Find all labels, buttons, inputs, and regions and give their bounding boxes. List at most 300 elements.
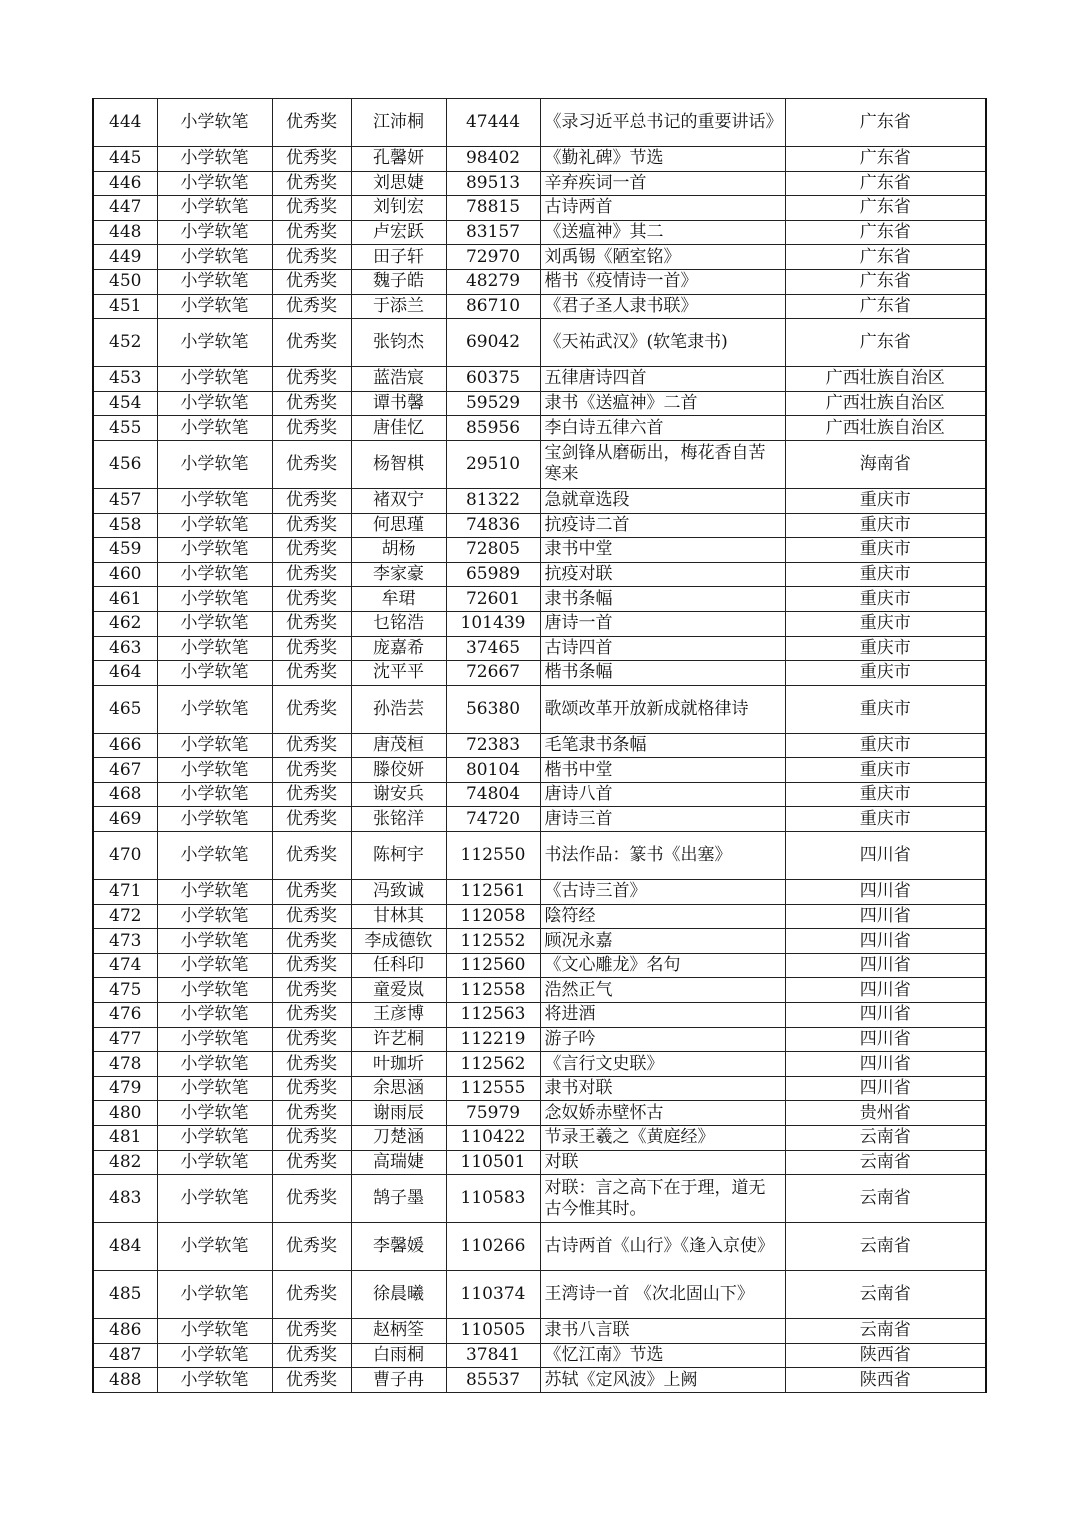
cell-region: 四川省 <box>785 1076 986 1101</box>
cell-award: 优秀奖 <box>272 904 351 929</box>
table-row <box>93 1076 986 1101</box>
cell-category: 小学软笔 <box>157 196 272 221</box>
cell-award: 优秀奖 <box>272 1368 351 1393</box>
cell-region: 重庆市 <box>785 661 986 686</box>
cell-work-title: 刘禹锡《陋室铭》 <box>540 245 785 270</box>
cell-region: 广东省 <box>785 245 986 270</box>
cell-number: 476 <box>93 1003 157 1028</box>
cell-id: 89513 <box>446 171 540 196</box>
cell-category: 小学软笔 <box>157 1150 272 1175</box>
cell-work-title: 古诗两首 <box>540 196 785 221</box>
cell-category: 小学软笔 <box>157 1271 272 1319</box>
cell-name: 李成德钦 <box>351 929 446 954</box>
cell-name: 唐佳忆 <box>351 416 446 441</box>
cell-region: 四川省 <box>785 953 986 978</box>
cell-id: 56380 <box>446 685 540 733</box>
cell-id: 112562 <box>446 1052 540 1077</box>
cell-name: 卢宏跃 <box>351 220 446 245</box>
cell-name: 田子轩 <box>351 245 446 270</box>
cell-award: 优秀奖 <box>272 1223 351 1271</box>
cell-name: 赵柄筌 <box>351 1319 446 1344</box>
cell-award: 优秀奖 <box>272 611 351 636</box>
cell-work-title: 古诗四首 <box>540 636 785 661</box>
cell-award: 优秀奖 <box>272 1175 351 1223</box>
cell-work-title: 对联 <box>540 1150 785 1175</box>
cell-work-title: 王湾诗一首 《次北固山下》 <box>540 1271 785 1319</box>
table-row <box>93 1150 986 1175</box>
cell-category: 小学软笔 <box>157 904 272 929</box>
cell-work-title: 《天祐武汉》(软笔隶书) <box>540 319 785 367</box>
cell-number: 465 <box>93 685 157 733</box>
table-row <box>93 440 986 488</box>
cell-award: 优秀奖 <box>272 319 351 367</box>
cell-name: 孔馨妍 <box>351 147 446 172</box>
cell-work-title: 《古诗三首》 <box>540 880 785 905</box>
cell-id: 83157 <box>446 220 540 245</box>
cell-name: 许艺桐 <box>351 1027 446 1052</box>
cell-id: 80104 <box>446 758 540 783</box>
cell-work-title: 抗疫对联 <box>540 562 785 587</box>
table-row <box>93 367 986 392</box>
cell-category: 小学软笔 <box>157 513 272 538</box>
cell-region: 云南省 <box>785 1223 986 1271</box>
cell-work-title: 隶书条幅 <box>540 587 785 612</box>
cell-region: 重庆市 <box>785 488 986 513</box>
cell-name: 余思涵 <box>351 1076 446 1101</box>
cell-number: 448 <box>93 220 157 245</box>
cell-category: 小学软笔 <box>157 171 272 196</box>
cell-id: 110505 <box>446 1319 540 1344</box>
cell-category: 小学软笔 <box>157 685 272 733</box>
cell-number: 464 <box>93 661 157 686</box>
cell-id: 72383 <box>446 733 540 758</box>
cell-work-title: 宝剑锋从磨砺出，梅花香自苦寒来 <box>540 440 785 488</box>
cell-category: 小学软笔 <box>157 880 272 905</box>
table-row <box>93 1271 986 1319</box>
cell-id: 48279 <box>446 269 540 294</box>
cell-award: 优秀奖 <box>272 1271 351 1319</box>
cell-region: 广东省 <box>785 99 986 147</box>
cell-region: 重庆市 <box>785 782 986 807</box>
cell-region: 海南省 <box>785 440 986 488</box>
cell-number: 470 <box>93 832 157 880</box>
table-row <box>93 661 986 686</box>
table-row <box>93 1368 986 1393</box>
cell-number: 486 <box>93 1319 157 1344</box>
award-list-table <box>92 98 987 1393</box>
cell-name: 高瑞婕 <box>351 1150 446 1175</box>
cell-number: 462 <box>93 611 157 636</box>
cell-award: 优秀奖 <box>272 636 351 661</box>
table-row <box>93 319 986 367</box>
cell-region: 四川省 <box>785 1052 986 1077</box>
cell-region: 重庆市 <box>785 758 986 783</box>
cell-award: 优秀奖 <box>272 196 351 221</box>
cell-id: 112558 <box>446 978 540 1003</box>
table-row <box>93 488 986 513</box>
cell-id: 78815 <box>446 196 540 221</box>
table-row <box>93 147 986 172</box>
cell-category: 小学软笔 <box>157 587 272 612</box>
cell-number: 485 <box>93 1271 157 1319</box>
cell-name: 谭书馨 <box>351 391 446 416</box>
cell-id: 112550 <box>446 832 540 880</box>
cell-work-title: 隶书对联 <box>540 1076 785 1101</box>
cell-work-title: 念奴娇赤壁怀古 <box>540 1101 785 1126</box>
cell-award: 优秀奖 <box>272 294 351 319</box>
cell-region: 重庆市 <box>785 733 986 758</box>
cell-name: 李家豪 <box>351 562 446 587</box>
table-row <box>93 880 986 905</box>
cell-number: 456 <box>93 440 157 488</box>
cell-name: 孙浩芸 <box>351 685 446 733</box>
cell-region: 陕西省 <box>785 1368 986 1393</box>
cell-work-title: 楷书条幅 <box>540 661 785 686</box>
cell-category: 小学软笔 <box>157 1319 272 1344</box>
cell-category: 小学软笔 <box>157 661 272 686</box>
cell-work-title: 隶书中堂 <box>540 538 785 563</box>
cell-id: 112561 <box>446 880 540 905</box>
cell-id: 72805 <box>446 538 540 563</box>
cell-number: 461 <box>93 587 157 612</box>
cell-region: 云南省 <box>785 1150 986 1175</box>
table-row <box>93 1027 986 1052</box>
cell-region: 云南省 <box>785 1175 986 1223</box>
cell-name: 魏子皓 <box>351 269 446 294</box>
cell-category: 小学软笔 <box>157 1126 272 1151</box>
cell-category: 小学软笔 <box>157 1368 272 1393</box>
cell-award: 优秀奖 <box>272 488 351 513</box>
table-row <box>93 538 986 563</box>
cell-work-title: 辛弃疾词一首 <box>540 171 785 196</box>
cell-region: 陕西省 <box>785 1343 986 1368</box>
table-row <box>93 1319 986 1344</box>
cell-name: 谢雨辰 <box>351 1101 446 1126</box>
cell-number: 475 <box>93 978 157 1003</box>
cell-number: 452 <box>93 319 157 367</box>
cell-category: 小学软笔 <box>157 440 272 488</box>
table-row <box>93 758 986 783</box>
cell-work-title: 楷书《疫情诗一首》 <box>540 269 785 294</box>
cell-id: 112563 <box>446 1003 540 1028</box>
cell-id: 29510 <box>446 440 540 488</box>
cell-number: 459 <box>93 538 157 563</box>
cell-region: 重庆市 <box>785 587 986 612</box>
cell-name: 李馨媛 <box>351 1223 446 1271</box>
cell-id: 72601 <box>446 587 540 612</box>
cell-category: 小学软笔 <box>157 929 272 954</box>
cell-work-title: 隶书八言联 <box>540 1319 785 1344</box>
cell-id: 101439 <box>446 611 540 636</box>
cell-region: 广东省 <box>785 147 986 172</box>
cell-number: 483 <box>93 1175 157 1223</box>
table-row <box>93 733 986 758</box>
cell-work-title: 李白诗五律六首 <box>540 416 785 441</box>
cell-region: 云南省 <box>785 1271 986 1319</box>
cell-number: 474 <box>93 953 157 978</box>
cell-category: 小学软笔 <box>157 953 272 978</box>
cell-number: 473 <box>93 929 157 954</box>
cell-award: 优秀奖 <box>272 99 351 147</box>
cell-region: 广东省 <box>785 294 986 319</box>
cell-work-title: 对联：言之高下在于理，道无古今惟其时。 <box>540 1175 785 1223</box>
cell-award: 优秀奖 <box>272 1101 351 1126</box>
cell-number: 487 <box>93 1343 157 1368</box>
cell-award: 优秀奖 <box>272 1126 351 1151</box>
cell-award: 优秀奖 <box>272 929 351 954</box>
cell-number: 484 <box>93 1223 157 1271</box>
table-row <box>93 953 986 978</box>
cell-work-title: 《忆江南》节选 <box>540 1343 785 1368</box>
cell-work-title: 隶书《送瘟神》二首 <box>540 391 785 416</box>
cell-id: 86710 <box>446 294 540 319</box>
table-row <box>93 978 986 1003</box>
cell-category: 小学软笔 <box>157 294 272 319</box>
cell-work-title: 《文心雕龙》名句 <box>540 953 785 978</box>
cell-category: 小学软笔 <box>157 1175 272 1223</box>
cell-name: 杨智棋 <box>351 440 446 488</box>
cell-id: 74720 <box>446 807 540 832</box>
cell-name: 胡杨 <box>351 538 446 563</box>
cell-name: 任科印 <box>351 953 446 978</box>
cell-work-title: 《录习近平总书记的重要讲话》 <box>540 99 785 147</box>
cell-work-title: 古诗两首《山行》《逢入京使》 <box>540 1223 785 1271</box>
cell-award: 优秀奖 <box>272 832 351 880</box>
cell-region: 四川省 <box>785 880 986 905</box>
cell-number: 451 <box>93 294 157 319</box>
table-row <box>93 171 986 196</box>
cell-region: 重庆市 <box>785 538 986 563</box>
cell-number: 471 <box>93 880 157 905</box>
table-row <box>93 294 986 319</box>
cell-category: 小学软笔 <box>157 147 272 172</box>
cell-id: 112219 <box>446 1027 540 1052</box>
cell-name: 江沛桐 <box>351 99 446 147</box>
cell-work-title: 毛笔隶书条幅 <box>540 733 785 758</box>
cell-name: 庞嘉希 <box>351 636 446 661</box>
cell-award: 优秀奖 <box>272 171 351 196</box>
cell-region: 广西壮族自治区 <box>785 367 986 392</box>
cell-award: 优秀奖 <box>272 733 351 758</box>
cell-number: 447 <box>93 196 157 221</box>
cell-award: 优秀奖 <box>272 587 351 612</box>
table-row <box>93 1343 986 1368</box>
cell-region: 广西壮族自治区 <box>785 391 986 416</box>
cell-award: 优秀奖 <box>272 245 351 270</box>
cell-id: 75979 <box>446 1101 540 1126</box>
table-row <box>93 196 986 221</box>
cell-name: 徐晨曦 <box>351 1271 446 1319</box>
cell-number: 446 <box>93 171 157 196</box>
cell-category: 小学软笔 <box>157 319 272 367</box>
cell-region: 四川省 <box>785 1003 986 1028</box>
cell-work-title: 楷书中堂 <box>540 758 785 783</box>
table-row <box>93 685 986 733</box>
cell-number: 472 <box>93 904 157 929</box>
table-row <box>93 1101 986 1126</box>
cell-id: 69042 <box>446 319 540 367</box>
cell-work-title: 苏轼《定风波》上阙 <box>540 1368 785 1393</box>
cell-region: 广东省 <box>785 319 986 367</box>
cell-name: 叶珈圻 <box>351 1052 446 1077</box>
cell-category: 小学软笔 <box>157 1027 272 1052</box>
cell-number: 488 <box>93 1368 157 1393</box>
cell-award: 优秀奖 <box>272 880 351 905</box>
cell-id: 110583 <box>446 1175 540 1223</box>
table-row <box>93 929 986 954</box>
cell-id: 47444 <box>446 99 540 147</box>
cell-category: 小学软笔 <box>157 1343 272 1368</box>
cell-category: 小学软笔 <box>157 1003 272 1028</box>
cell-category: 小学软笔 <box>157 1223 272 1271</box>
cell-award: 优秀奖 <box>272 562 351 587</box>
cell-work-title: 《送瘟神》其二 <box>540 220 785 245</box>
table-row <box>93 807 986 832</box>
table-row <box>93 587 986 612</box>
table-row <box>93 1003 986 1028</box>
cell-name: 冯致诚 <box>351 880 446 905</box>
cell-region: 重庆市 <box>785 685 986 733</box>
cell-work-title: 《勤礼碑》节选 <box>540 147 785 172</box>
cell-category: 小学软笔 <box>157 245 272 270</box>
cell-award: 优秀奖 <box>272 269 351 294</box>
cell-number: 455 <box>93 416 157 441</box>
table-row <box>93 99 986 147</box>
table-row <box>93 269 986 294</box>
table-row <box>93 1052 986 1077</box>
table-row <box>93 245 986 270</box>
cell-region: 重庆市 <box>785 807 986 832</box>
table-row <box>93 220 986 245</box>
cell-work-title: 游子吟 <box>540 1027 785 1052</box>
cell-name: 谢安兵 <box>351 782 446 807</box>
cell-work-title: 《君子圣人隶书联》 <box>540 294 785 319</box>
cell-region: 广西壮族自治区 <box>785 416 986 441</box>
cell-id: 37841 <box>446 1343 540 1368</box>
cell-region: 广东省 <box>785 269 986 294</box>
cell-id: 85537 <box>446 1368 540 1393</box>
cell-name: 甘林其 <box>351 904 446 929</box>
cell-name: 陈柯宇 <box>351 832 446 880</box>
cell-number: 469 <box>93 807 157 832</box>
cell-id: 110266 <box>446 1223 540 1271</box>
cell-number: 457 <box>93 488 157 513</box>
cell-id: 112560 <box>446 953 540 978</box>
cell-category: 小学软笔 <box>157 99 272 147</box>
cell-number: 450 <box>93 269 157 294</box>
cell-region: 广东省 <box>785 196 986 221</box>
cell-category: 小学软笔 <box>157 832 272 880</box>
cell-work-title: 唐诗三首 <box>540 807 785 832</box>
cell-number: 463 <box>93 636 157 661</box>
cell-award: 优秀奖 <box>272 538 351 563</box>
cell-category: 小学软笔 <box>157 978 272 1003</box>
cell-award: 优秀奖 <box>272 1319 351 1344</box>
cell-id: 85956 <box>446 416 540 441</box>
cell-number: 458 <box>93 513 157 538</box>
cell-number: 482 <box>93 1150 157 1175</box>
cell-award: 优秀奖 <box>272 807 351 832</box>
cell-name: 唐茂桓 <box>351 733 446 758</box>
cell-region: 四川省 <box>785 978 986 1003</box>
table-row <box>93 782 986 807</box>
table-row <box>93 416 986 441</box>
cell-region: 重庆市 <box>785 611 986 636</box>
cell-work-title: 歌颂改革开放新成就格律诗 <box>540 685 785 733</box>
cell-work-title: 书法作品：篆书《出塞》 <box>540 832 785 880</box>
cell-number: 454 <box>93 391 157 416</box>
cell-id: 72667 <box>446 661 540 686</box>
cell-category: 小学软笔 <box>157 611 272 636</box>
cell-region: 四川省 <box>785 832 986 880</box>
cell-category: 小学软笔 <box>157 807 272 832</box>
cell-award: 优秀奖 <box>272 978 351 1003</box>
table-row <box>93 391 986 416</box>
cell-work-title: 急就章选段 <box>540 488 785 513</box>
cell-number: 453 <box>93 367 157 392</box>
cell-work-title: 顾况永嘉 <box>540 929 785 954</box>
cell-id: 74804 <box>446 782 540 807</box>
cell-work-title: 浩然正气 <box>540 978 785 1003</box>
cell-work-title: 节录王羲之《黄庭经》 <box>540 1126 785 1151</box>
cell-award: 优秀奖 <box>272 1052 351 1077</box>
cell-region: 广东省 <box>785 171 986 196</box>
cell-id: 81322 <box>446 488 540 513</box>
cell-award: 优秀奖 <box>272 782 351 807</box>
cell-work-title: 五律唐诗四首 <box>540 367 785 392</box>
cell-region: 云南省 <box>785 1319 986 1344</box>
cell-name: 王彦博 <box>351 1003 446 1028</box>
cell-category: 小学软笔 <box>157 1052 272 1077</box>
cell-region: 贵州省 <box>785 1101 986 1126</box>
cell-name: 何思瑾 <box>351 513 446 538</box>
cell-name: 沈平平 <box>351 661 446 686</box>
cell-award: 优秀奖 <box>272 220 351 245</box>
cell-award: 优秀奖 <box>272 1076 351 1101</box>
cell-award: 优秀奖 <box>272 391 351 416</box>
table-row <box>93 1126 986 1151</box>
table-row <box>93 513 986 538</box>
cell-id: 65989 <box>446 562 540 587</box>
cell-number: 467 <box>93 758 157 783</box>
cell-id: 112552 <box>446 929 540 954</box>
cell-category: 小学软笔 <box>157 220 272 245</box>
cell-region: 重庆市 <box>785 562 986 587</box>
cell-name: 白雨桐 <box>351 1343 446 1368</box>
cell-id: 60375 <box>446 367 540 392</box>
cell-name: 鹄子墨 <box>351 1175 446 1223</box>
cell-name: 牟珺 <box>351 587 446 612</box>
cell-award: 优秀奖 <box>272 1027 351 1052</box>
cell-name: 刀楚涵 <box>351 1126 446 1151</box>
cell-work-title: 唐诗八首 <box>540 782 785 807</box>
cell-region: 四川省 <box>785 904 986 929</box>
cell-id: 98402 <box>446 147 540 172</box>
cell-work-title: 唐诗一首 <box>540 611 785 636</box>
cell-number: 481 <box>93 1126 157 1151</box>
cell-name: 童爱岚 <box>351 978 446 1003</box>
cell-work-title: 抗疫诗二首 <box>540 513 785 538</box>
cell-id: 110374 <box>446 1271 540 1319</box>
cell-id: 37465 <box>446 636 540 661</box>
cell-number: 444 <box>93 99 157 147</box>
table-row <box>93 1223 986 1271</box>
cell-name: 蓝浩宸 <box>351 367 446 392</box>
cell-name: 乜铭浩 <box>351 611 446 636</box>
cell-award: 优秀奖 <box>272 758 351 783</box>
cell-number: 480 <box>93 1101 157 1126</box>
cell-award: 优秀奖 <box>272 1003 351 1028</box>
